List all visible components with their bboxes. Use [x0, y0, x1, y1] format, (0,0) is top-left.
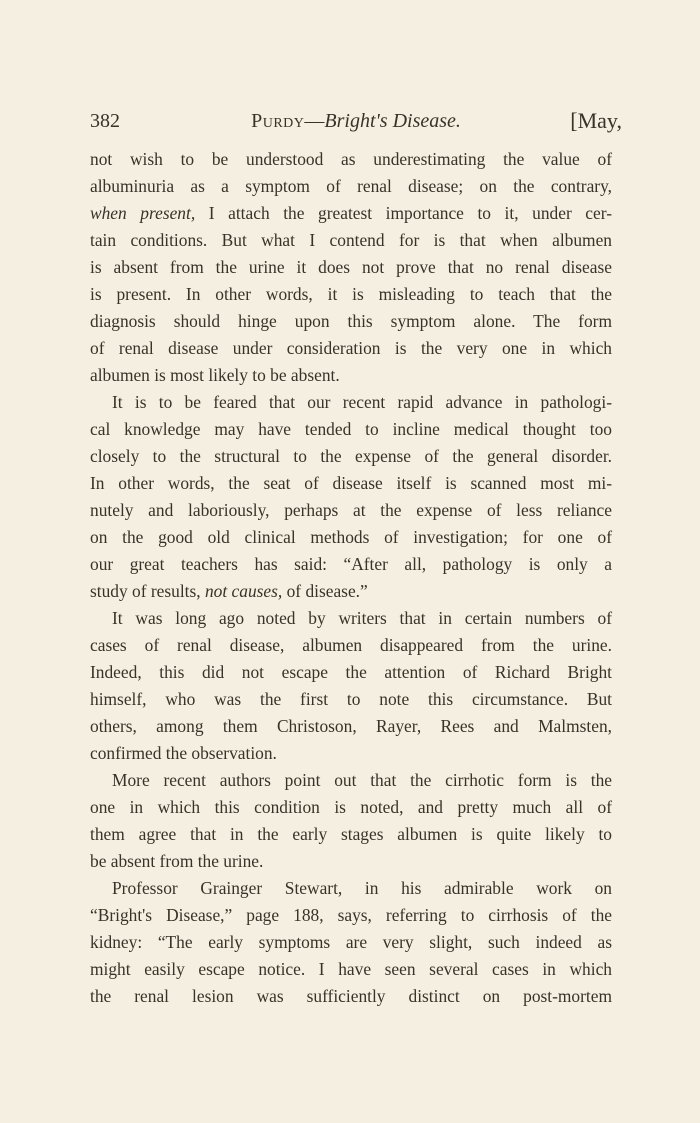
text-line — [90, 308, 612, 335]
line-text: be absent from the urine. — [90, 851, 264, 871]
line-text: study of results, — [90, 581, 205, 601]
text-line — [90, 632, 612, 659]
text-line — [90, 551, 612, 578]
text-line — [90, 686, 612, 713]
line-text: on the good old clinical methods of investigation; for one of — [90, 527, 612, 547]
line-text: not wish to be understood as underestimating the value of — [90, 149, 612, 169]
text-line — [90, 416, 612, 443]
line-text: others, among them Christoson, Rayer, Rees and Malmsten, — [90, 716, 612, 736]
text-line — [90, 146, 612, 173]
line-text: Professor Grainger Stewart, in his admirable work on — [112, 878, 612, 898]
title-dash: — — [304, 110, 325, 132]
line-text: the renal lesion was sufficiently distinct on post-mortem — [90, 986, 612, 1006]
text-line — [90, 335, 612, 362]
author-name: Purdy — [251, 110, 305, 132]
text-line — [90, 173, 612, 200]
text-line — [90, 497, 612, 524]
book-title: Bright's Disease. — [324, 110, 461, 132]
line-text: It was long ago noted by writers that in certain numbers of — [112, 608, 612, 628]
line-text: cal knowledge may have tended to incline medical thought too — [90, 419, 612, 439]
line-text: nutely and laboriously, perhaps at the expense of less reliance — [90, 500, 612, 520]
running-title — [90, 106, 622, 136]
text-line — [90, 902, 612, 929]
text-line — [90, 956, 612, 983]
line-text: our great teachers has said: “After all, pathology is only a — [90, 554, 612, 574]
text-line — [90, 389, 612, 416]
line-text: tain conditions. But what I contend for is that when albumen — [90, 230, 612, 250]
text-line — [90, 605, 612, 632]
line-text: diagnosis should hinge upon this symptom alone. The form — [90, 311, 612, 331]
text-line — [90, 929, 612, 956]
text-line — [90, 740, 612, 767]
line-text: albumen is most likely to be absent. — [90, 365, 340, 385]
line-text: kidney: “The early symptoms are very slight, such indeed as — [90, 932, 612, 952]
line-text: “Bright's Disease,” page 188, says, referring to cirrhosis of the — [90, 905, 612, 925]
line-text: is present. In other words, it is misleading to teach that the — [90, 284, 612, 304]
text-line — [90, 794, 612, 821]
line-text: cases of renal disease, albumen disappeared from the urine. — [90, 635, 612, 655]
line-text: In other words, the seat of disease itself is scanned most mi- — [90, 473, 612, 493]
page-number: 382 — [90, 110, 120, 132]
text-line — [90, 875, 612, 902]
text-line — [90, 713, 612, 740]
text-line — [90, 659, 612, 686]
body-text — [90, 146, 612, 1010]
text-line — [90, 470, 612, 497]
line-text-tail: of disease.” — [282, 581, 368, 601]
line-text: albuminuria as a symptom of renal disease; on the contrary, — [90, 176, 612, 196]
line-text: confirmed the observation. — [90, 743, 277, 763]
line-text: them agree that in the early stages albumen is quite likely to — [90, 824, 612, 844]
text-line — [90, 767, 612, 794]
text-line — [90, 254, 612, 281]
text-line — [90, 848, 612, 875]
line-text: is absent from the urine it does not prove that no renal disease — [90, 257, 612, 277]
month-marker: [May, — [570, 108, 622, 133]
line-text: one in which this condition is noted, and pretty much all of — [90, 797, 612, 817]
text-line — [90, 227, 612, 254]
emphasis-text: when present, — [90, 203, 196, 223]
text-line — [90, 362, 612, 389]
text-line — [90, 578, 612, 605]
line-text: of renal disease under consideration is the very one in which — [90, 338, 612, 358]
text-line — [90, 821, 612, 848]
text-line — [90, 443, 612, 470]
line-text: might easily escape notice. I have seen several cases in which — [90, 959, 612, 979]
text-line — [90, 281, 612, 308]
text-line — [90, 200, 612, 227]
emphasis-text: not causes, — [204, 581, 283, 601]
line-text: It is to be feared that our recent rapid advance in pathologi- — [112, 392, 612, 412]
line-text: More recent authors point out that the cirrhotic form is the — [112, 770, 612, 790]
text-line — [90, 524, 612, 551]
running-header — [90, 106, 622, 136]
text-line — [90, 983, 612, 1010]
line-text: Indeed, this did not escape the attention of Richard Bright — [90, 662, 612, 682]
line-text: himself, who was the first to note this circumstance. But — [90, 689, 612, 709]
line-text: I attach the greatest importance to it, under cer- — [195, 203, 612, 223]
line-text: closely to the structural to the expense of the general disorder. — [90, 446, 612, 466]
